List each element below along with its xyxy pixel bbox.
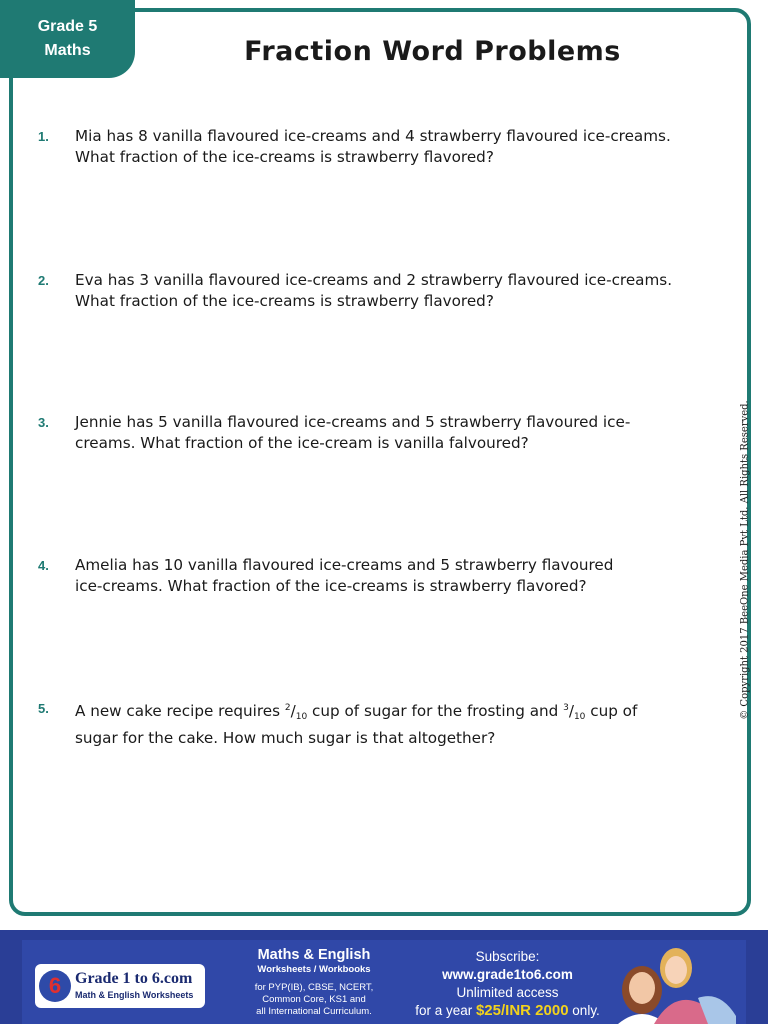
problem-text-line: ice-creams. What fraction of the ice-creams is strawberry flavored?: [75, 577, 587, 595]
logo-icon: 6: [39, 970, 71, 1002]
problem-number: 1.: [38, 129, 49, 144]
site-url-link[interactable]: www.grade1to6.com: [442, 967, 573, 982]
problem-text-line: Mia has 8 vanilla flavoured ice-creams and 4 strawberry flavoured ice-creams.: [75, 127, 671, 145]
logo-tagline: Math & English Worksheets: [75, 990, 194, 1000]
problem-text-line: Amelia has 10 vanilla flavoured ice-creams and 5 strawberry flavoured: [75, 556, 614, 574]
curriculum-line: for PYP(IB), CBSE, NCERT,: [254, 982, 374, 993]
price-line: for a year $25/INR 2000 only.: [415, 1002, 600, 1019]
grade-tab: [0, 0, 135, 78]
logo-name: Grade 1 to 6.com: [75, 970, 193, 987]
curriculum-line: all International Curriculum.: [256, 1006, 372, 1017]
access-line: Unlimited access: [456, 985, 559, 1000]
page-title: Fraction Word Problems: [244, 36, 621, 67]
problem-text-line: creams. What fraction of the ice-cream is vanilla falvoured?: [75, 434, 529, 452]
subject-label: Maths: [44, 42, 91, 59]
problem-number: 3.: [38, 415, 49, 430]
problem-text-line: What fraction of the ice-creams is strawberry flavored?: [75, 292, 494, 310]
problem-text-line: A new cake recipe requires $^2/_{10}$ cup of sugar for the frosting and $^3/_{10}$ cup of: [75, 702, 638, 722]
banner-product-info: [230, 946, 398, 1018]
subscribe-label: Subscribe:: [475, 949, 540, 964]
problem-number: 2.: [38, 273, 49, 288]
family-photo-icon: [612, 938, 742, 1024]
fraction: $^3/_{10}$: [563, 702, 586, 722]
fraction: $^2/_{10}$: [284, 702, 308, 722]
problem-number: 5.: [38, 701, 49, 716]
curriculum-line: Common Core, KS1 and: [262, 994, 366, 1005]
problem-text-line: sugar for the cake. How much sugar is that altogether?: [75, 729, 496, 747]
problem-text-line: Eva has 3 vanilla flavoured ice-creams and 2 strawberry flavoured ice-creams.: [75, 271, 673, 289]
banner-subheading: Worksheets / Workbooks: [257, 964, 371, 975]
banner-heading: Maths & English: [257, 947, 371, 963]
copyright-notice: © Copyright 2017 BeeOne Media Pvt Ltd. All Rights Reserved.: [739, 400, 751, 720]
problem-text-line: Jennie has 5 vanilla flavoured ice-creams and 5 strawberry flavoured ice-: [75, 413, 631, 431]
problem-text-line: What fraction of the ice-creams is strawberry flavored?: [75, 148, 494, 166]
problem-number: 4.: [38, 558, 49, 573]
banner-subscribe[interactable]: [400, 948, 615, 1020]
price-text: $25/INR 2000: [475, 1002, 569, 1019]
grade-label: Grade 5: [37, 18, 98, 35]
site-logo[interactable]: [35, 964, 205, 1008]
